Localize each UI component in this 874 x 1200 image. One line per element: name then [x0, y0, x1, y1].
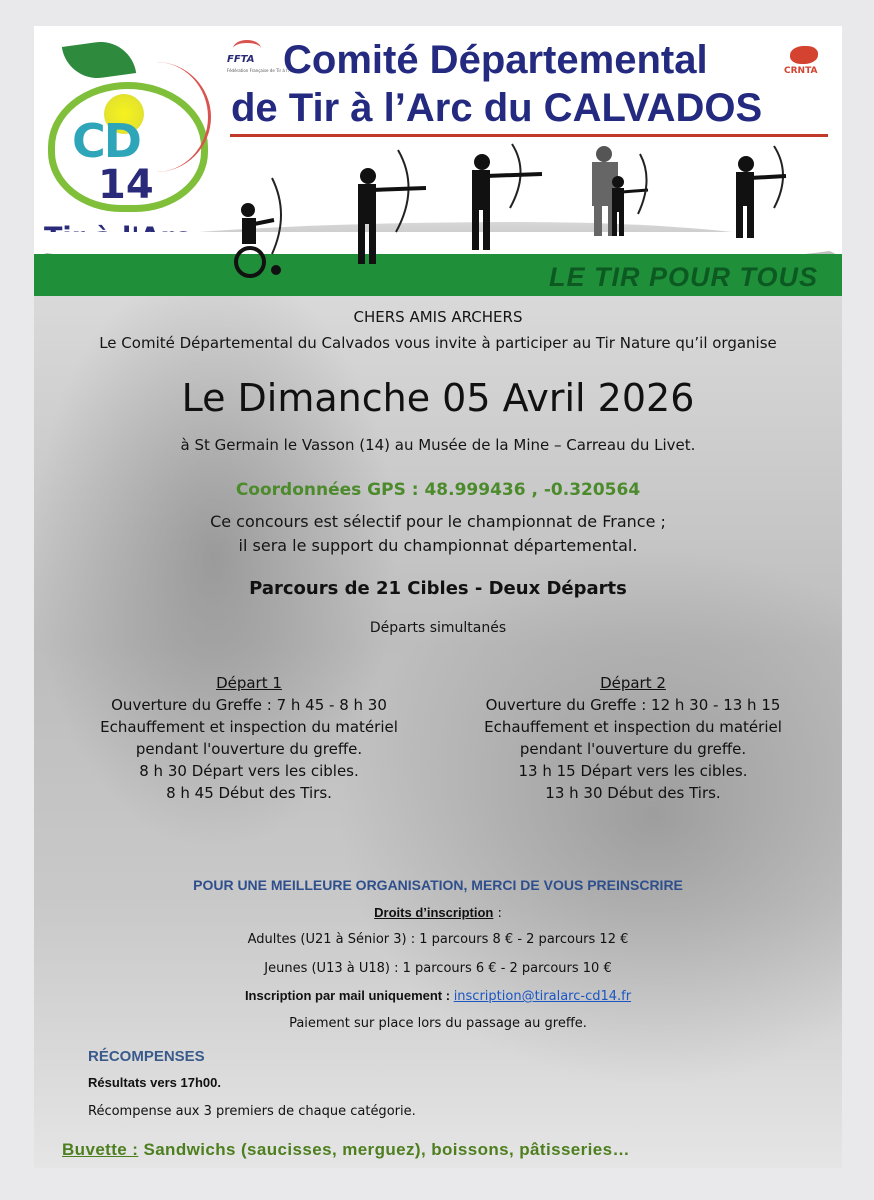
rewards-heading: RÉCOMPENSES	[88, 1048, 205, 1065]
ffta-sublabel: Fédération Française de Tir à l'Arc	[227, 68, 295, 73]
crnta-label: CRNTA	[784, 66, 818, 76]
mail-label: Inscription par mail uniquement :	[244, 988, 454, 1003]
depart-1-line: Ouverture du Greffe : 7 h 45 - 8 h 30	[111, 696, 387, 714]
depart-2-line: Ouverture du Greffe : 12 h 30 - 13 h 15	[485, 696, 781, 714]
greeting: CHERS AMIS ARCHERS	[353, 308, 523, 326]
depart-1-line: Echauffement et inspection du matériel	[100, 718, 398, 736]
crnta-logo	[784, 46, 826, 76]
depart-1-line: 8 h 30 Départ vers les cibles.	[139, 762, 359, 780]
depart-1-title: Départ 1	[216, 674, 282, 692]
depart-2-line: 13 h 15 Départ vers les cibles.	[518, 762, 748, 780]
invitation-text: Le Comité Départemental du Calvados vous invite à participer au Tir Nature qu’il organise	[99, 334, 777, 352]
selective-line-2: il sera le support du championnat départemental.	[238, 536, 638, 555]
preregistration-heading: POUR UNE MEILLEURE ORGANISATION, MERCI DE VOUS PREINSCRIRE	[193, 877, 683, 893]
event-location: à St Germain le Vasson (14) au Musée de la Mine – Carreau du Livet.	[180, 436, 696, 454]
mail-registration	[34, 988, 842, 1004]
fees-heading	[34, 905, 842, 921]
logo-cd-letters: CD	[72, 114, 140, 168]
youth-fees: Jeunes (U13 à U18) : 1 parcours 6 € - 2 parcours 10 €	[264, 961, 612, 976]
rewards-text: Récompense aux 3 premiers de chaque catégorie.	[88, 1104, 416, 1119]
buvette-line	[62, 1140, 630, 1160]
depart-2-line: Echauffement et inspection du matériel	[484, 718, 782, 736]
archer-icon-3	[726, 144, 796, 240]
leaf-icon	[62, 37, 136, 82]
ffta-label: FFTA	[227, 54, 255, 65]
registration-email-link[interactable]: inscription@tiralarc-cd14.fr	[453, 989, 632, 1004]
crnta-mark-icon	[790, 46, 818, 64]
ffta-logo	[227, 40, 295, 76]
header-banner	[34, 26, 842, 296]
depart-1-line: pendant l'ouverture du greffe.	[135, 740, 363, 758]
flyer-sheet	[34, 26, 842, 1168]
depart-2-title: Départ 2	[600, 674, 666, 692]
buvette-label: Buvette :	[62, 1140, 139, 1159]
payment-info: Paiement sur place lors du passage au greffe.	[289, 1016, 587, 1031]
depart-2-block	[468, 672, 798, 804]
archer-icon-1	[340, 148, 430, 266]
archer-icon-2	[456, 142, 546, 252]
cd14-logo	[42, 36, 222, 251]
title-line-2: de Tir à l’Arc du CALVADOS	[231, 86, 763, 130]
course-description: Parcours de 21 Cibles - Deux Départs	[249, 578, 627, 599]
logo-number: 14	[98, 162, 154, 208]
simultaneous-starts: Départs simultanés	[369, 620, 507, 636]
title-underline	[230, 134, 828, 137]
title-line-1: Comité Départemental	[283, 38, 708, 82]
depart-1-block	[84, 672, 414, 804]
adult-fees: Adultes (U21 à Sénior 3) : 1 parcours 8 € - 2 parcours 12 €	[247, 932, 629, 947]
fees-label: Droits d’inscription	[374, 905, 494, 920]
coach-and-child-archer-icon	[584, 144, 654, 238]
flyer-content	[34, 296, 842, 1168]
depart-2-line: pendant l'ouverture du greffe.	[519, 740, 747, 758]
depart-1-line: 8 h 45 Début des Tirs.	[166, 784, 332, 802]
depart-2-line: 13 h 30 Début des Tirs.	[545, 784, 721, 802]
slogan: LE TIR POUR TOUS	[548, 262, 818, 292]
gps-coordinates: Coordonnées GPS : 48.999436 , -0.320564	[235, 480, 641, 500]
selective-line-1: Ce concours est sélectif pour le championnat de France ;	[210, 512, 666, 531]
buvette-text: Sandwichs (saucisses, merguez), boissons, pâtisseries…	[138, 1140, 630, 1159]
results-time: Résultats vers 17h00.	[88, 1075, 221, 1090]
event-date: Le Dimanche 05 Avril 2026	[181, 376, 695, 420]
fees-suffix: :	[493, 906, 502, 921]
